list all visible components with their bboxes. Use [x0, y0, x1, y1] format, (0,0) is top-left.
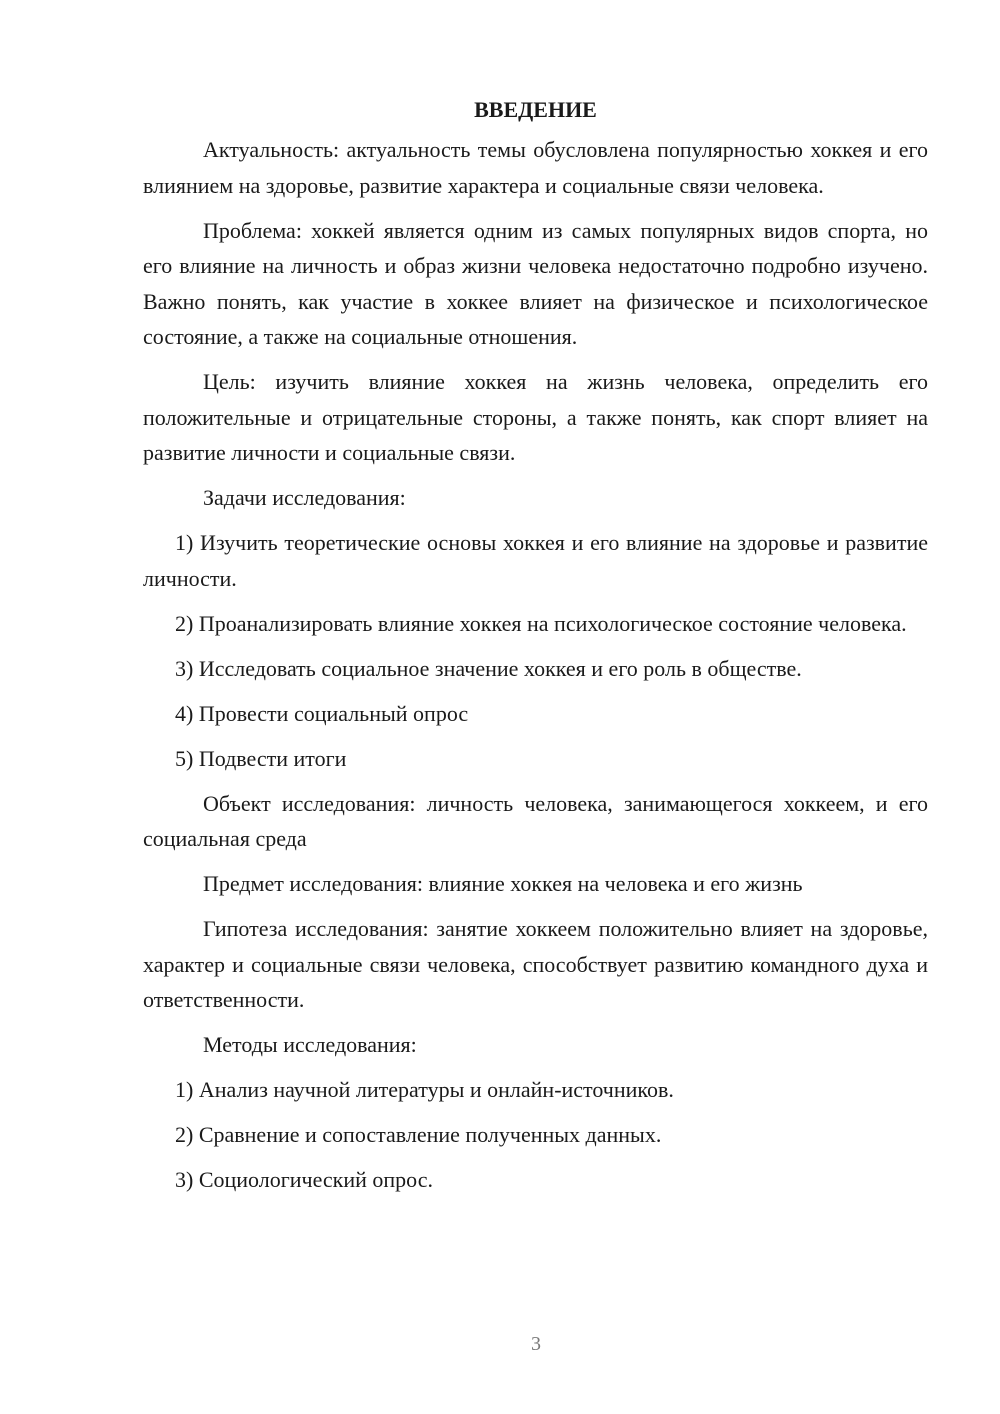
relevance-paragraph: Актуальность: актуальность темы обусловлена популярностью хоккея и его влиянием на здоровье, развитие характера и социальные связи человека. — [143, 137, 928, 198]
page-number: 3 — [531, 1333, 541, 1355]
section-heading: ВВЕДЕНИЕ — [474, 97, 597, 122]
method-item: 3) Социологический опрос. — [175, 1167, 433, 1192]
tasks-heading: Задачи исследования: — [203, 485, 406, 510]
problem-paragraph: Проблема: хоккей является одним из самых популярных видов спорта, но его влияние на личность и образ жизни человека недостаточно подробно изучено. Важно понять, как участие в хоккее влияет на физическое и психологическое состояние, а также на социальные отношения. — [143, 217, 928, 349]
task-item: 2) Проанализировать влияние хоккея на психологическое состояние человека. — [175, 610, 907, 636]
task-item: 4) Провести социальный опрос — [175, 700, 469, 726]
task-item: 3) Исследовать социальное значение хоккея и его роль в обществе. — [175, 655, 802, 681]
task-item: 1) Изучить теоретические основы хоккея и его влияние на здоровье и развитие личности. — [143, 530, 928, 591]
method-item: 1) Анализ научной литературы и онлайн-источников. — [175, 1077, 674, 1102]
document-page — [143, 92, 928, 1207]
object-paragraph: Объект исследования: личность человека, занимающегося хоккеем, и его социальная среда — [143, 790, 928, 851]
goal-paragraph: Цель: изучить влияние хоккея на жизнь человека, определить его положительные и отрицательные стороны, а также понять, как спорт влияет на развитие личности и социальные связи. — [143, 369, 928, 465]
subject-paragraph: Предмет исследования: влияние хоккея на человека и его жизнь — [203, 871, 803, 896]
hypothesis-paragraph: Гипотеза исследования: занятие хоккеем положительно влияет на здоровье, характер и социальные связи человека, способствует развитию командного духа и ответственности. — [143, 916, 928, 1012]
task-item: 5) Подвести итоги — [175, 745, 347, 771]
method-item: 2) Сравнение и сопоставление полученных данных. — [175, 1122, 662, 1147]
methods-heading: Методы исследования: — [203, 1032, 417, 1057]
